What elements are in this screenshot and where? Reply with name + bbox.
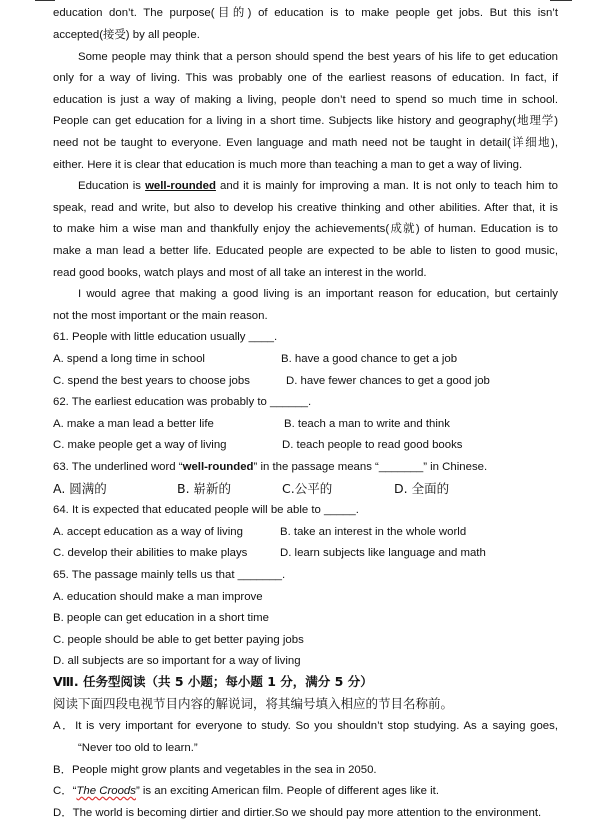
question-61: 61. People with little education usually ____.: [53, 331, 278, 343]
option-d[interactable]: D. all subjects are so important for a way of living: [53, 655, 301, 667]
question-65: 65. The passage mainly tells us that _______.: [53, 569, 286, 581]
option-d[interactable]: D. have fewer chances to get a good job: [286, 375, 490, 387]
passage-text: Education is: [78, 180, 146, 192]
passage-line: either. Here it is clear that education is much more than teaching a man to get a way of living.: [53, 159, 523, 171]
question-63: [53, 460, 558, 474]
passage-line: only for a way of living. This was probably one of the earliest reasons of education. In fact, if: [53, 72, 558, 84]
passage-line: [78, 179, 558, 193]
option-c[interactable]: C. make people get a way of living: [53, 439, 227, 451]
passage-line: accepted(接受) by all people.: [53, 29, 200, 41]
passage-line: need not be taught to everyone. Even language and math need not be taught in detail(详细地),: [53, 137, 558, 149]
top-rule-left: [35, 0, 55, 1]
quoted-word: well-rounded: [182, 461, 254, 473]
option-d[interactable]: D. 全面的: [394, 481, 450, 496]
option-b[interactable]: B. have a good chance to get a job: [281, 353, 458, 365]
passage-line: education don’t. The purpose(目的) of education is to make people get jobs. But this isn’t: [53, 7, 558, 19]
question-64: 64. It is expected that educated people will be able to _____.: [53, 504, 359, 516]
underlined-word: well-rounded: [145, 180, 216, 192]
program-c: [53, 784, 558, 798]
section-heading: Ⅷ. 任务型阅读（共 5 小题；每小题 1 分，满分 5 分）: [53, 674, 373, 689]
program-a: A．It is very important for everyone to study. So you shouldn’t stop studying. As a saying goes,: [53, 720, 558, 732]
option-a[interactable]: A. make a man lead a better life: [53, 418, 214, 430]
option-c[interactable]: C.公平的: [282, 481, 333, 496]
question-text: ” in the passage means “_______” in Chinese.: [253, 461, 488, 473]
options-row: [53, 352, 558, 366]
option-b[interactable]: B. take an interest in the whole world: [280, 526, 467, 538]
passage-line: education is just a way of making a living, people don’t need to spend so much time in school.: [53, 94, 558, 106]
option-a[interactable]: A. accept education as a way of living: [53, 526, 243, 538]
passage-line: speak, read and write, but also to develop his creative thinking and other abilities. After that, it is: [53, 202, 558, 214]
option-c[interactable]: C. develop their abilities to make plays: [53, 547, 248, 559]
top-rule-right: [550, 0, 572, 1]
option-d[interactable]: D. learn subjects like language and math: [280, 547, 486, 559]
program-b: B．People might grow plants and vegetables in the sea in 2050.: [53, 764, 377, 776]
options-row: [53, 438, 558, 452]
options-row: [53, 525, 558, 539]
passage-line: make a man lead a better life. Educated people are expected to be able to listen to good music,: [53, 245, 558, 257]
passage-text: and it is mainly for improving a man. It is not only to teach him to: [215, 180, 558, 192]
program-text: ” is an exciting American film. People of different ages like it.: [135, 785, 439, 797]
option-a[interactable]: A. education should make a man improve: [53, 591, 263, 603]
option-b[interactable]: B. people can get education in a short time: [53, 612, 269, 624]
passage-line: Some people may think that a person should spend the best years of his life to get education: [78, 51, 558, 63]
option-a[interactable]: A. 圆满的: [53, 481, 107, 496]
option-c[interactable]: C. spend the best years to choose jobs: [53, 375, 250, 387]
options-row: [53, 374, 558, 388]
section-instructions: 阅读下面四段电视节目内容的解说词，将其编号填入相应的节目名称前。: [53, 696, 454, 711]
option-d[interactable]: D. teach people to read good books: [282, 439, 463, 451]
option-b[interactable]: B. teach a man to write and think: [284, 418, 450, 430]
passage-line: I would agree that making a good living is an important reason for education, but certainly: [78, 288, 558, 300]
program-label: C．“: [53, 785, 77, 797]
passage-line: People can get education for a living in a short time. Subjects like history and geography(地理学): [53, 115, 558, 127]
option-a[interactable]: A. spend a long time in school: [53, 353, 205, 365]
options-row: [53, 417, 558, 431]
program-d: D．The world is becoming dirtier and dirtier.So we should pay more attention to the environment.: [53, 807, 542, 819]
program-a-cont: “Never too old to learn.”: [78, 742, 198, 754]
option-b[interactable]: B. 崭新的: [177, 481, 232, 496]
question-text: 63. The underlined word “: [53, 461, 183, 473]
options-row: [53, 482, 558, 496]
passage-line: not the most important or the main reason.: [53, 310, 268, 322]
question-62: 62. The earliest education was probably to ______.: [53, 396, 312, 408]
option-c[interactable]: C. people should be able to get better paying jobs: [53, 634, 304, 646]
options-row: [53, 546, 558, 560]
film-title: The Croods: [76, 785, 136, 797]
passage-line: read good books, watch plays and most of all take an interest in the world.: [53, 267, 427, 279]
passage-line: to make him a wise man and thankfully enjoy the achievements(成就) of human. Education is to: [53, 223, 558, 235]
